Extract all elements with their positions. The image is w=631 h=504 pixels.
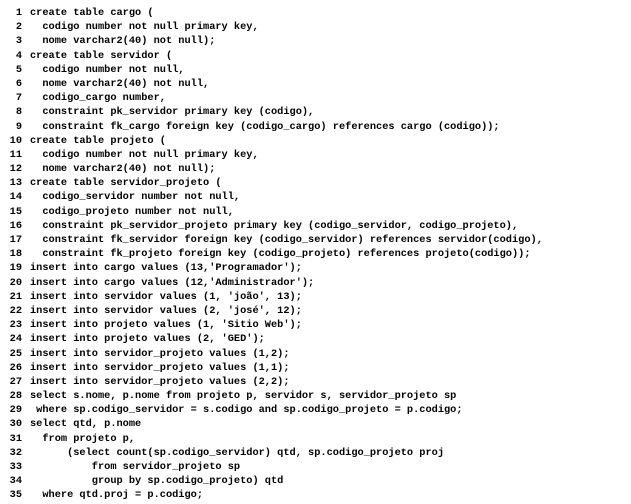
code-line bbox=[4, 190, 628, 204]
line-number: 23 bbox=[9, 319, 22, 332]
line-number: 26 bbox=[9, 361, 22, 374]
line-number: 7 bbox=[15, 92, 22, 105]
code-line bbox=[4, 63, 628, 77]
code-text: insert into cargo values (13,'Programador'); bbox=[30, 262, 302, 275]
code-line bbox=[4, 49, 628, 63]
line-number: 9 bbox=[15, 120, 22, 133]
line-number: 11 bbox=[9, 148, 22, 161]
code-line bbox=[4, 446, 628, 460]
line-number: 18 bbox=[9, 248, 22, 261]
code-line bbox=[4, 474, 628, 488]
code-line bbox=[4, 332, 628, 346]
line-number: 3 bbox=[15, 35, 22, 48]
code-text: insert into servidor values (1, 'joão', 13); bbox=[30, 290, 302, 303]
code-line bbox=[4, 304, 628, 318]
code-line bbox=[4, 205, 628, 219]
code-line bbox=[4, 318, 628, 332]
code-line bbox=[4, 290, 628, 304]
code-line bbox=[4, 148, 628, 162]
code-line bbox=[4, 20, 628, 34]
code-text: nome varchar2(40) not null, bbox=[30, 77, 210, 90]
line-number: 24 bbox=[9, 333, 22, 346]
code-line bbox=[4, 247, 628, 261]
code-text: select s.nome, p.nome from projeto p, servidor s, servidor_projeto sp bbox=[30, 390, 457, 403]
code-text: codigo number not null primary key, bbox=[30, 148, 259, 161]
line-number: 16 bbox=[9, 219, 22, 232]
line-number: 20 bbox=[9, 276, 22, 289]
code-text: insert into servidor values (2, 'josé', 12); bbox=[30, 304, 302, 317]
line-number: 28 bbox=[9, 390, 22, 403]
line-number: 5 bbox=[15, 63, 22, 76]
code-text: insert into projeto values (1, 'Sitio Web'); bbox=[30, 319, 302, 332]
line-number: 4 bbox=[15, 49, 22, 62]
code-text: create table projeto ( bbox=[30, 134, 166, 147]
code-text: where sp.codigo_servidor = s.codigo and sp.codigo_projeto = p.codigo; bbox=[30, 404, 463, 417]
line-number: 1 bbox=[15, 7, 22, 19]
code-text: from projeto p, bbox=[30, 432, 136, 445]
line-number: 22 bbox=[9, 304, 22, 317]
code-text: where qtd.proj = p.codigo; bbox=[30, 489, 204, 502]
code-text: group by sp.codigo_projeto) qtd bbox=[30, 475, 284, 488]
code-line bbox=[4, 417, 628, 431]
code-text: nome varchar2(40) not null); bbox=[30, 163, 216, 176]
code-line bbox=[4, 460, 628, 474]
line-number: 30 bbox=[9, 418, 22, 431]
code-text: insert into servidor_projeto values (1,2); bbox=[30, 347, 290, 360]
code-text: (select count(sp.codigo_servidor) qtd, sp.codigo_projeto proj bbox=[30, 446, 445, 459]
code-text: create table servidor ( bbox=[30, 49, 173, 62]
code-text: insert into projeto values (2, 'GED'); bbox=[30, 333, 265, 346]
code-line bbox=[4, 276, 628, 290]
code-text: create table cargo ( bbox=[30, 7, 154, 19]
code-text: insert into servidor_projeto values (2,2); bbox=[30, 375, 290, 388]
code-text: constraint fk_servidor foreign key (codigo_servidor) references servidor(codigo), bbox=[30, 234, 543, 246]
code-line bbox=[4, 162, 628, 176]
line-number: 35 bbox=[9, 489, 22, 502]
code-text: insert into servidor_projeto values (1,1); bbox=[30, 361, 290, 374]
code-line bbox=[4, 233, 628, 247]
code-text: codigo_servidor number not null, bbox=[30, 191, 241, 204]
code-text: constraint pk_servidor_projeto primary key (codigo_servidor, codigo_projeto), bbox=[30, 219, 519, 232]
line-number: 31 bbox=[9, 432, 22, 445]
code-text: codigo_cargo number, bbox=[30, 92, 166, 105]
code-line bbox=[4, 6, 628, 20]
line-number: 15 bbox=[9, 205, 22, 218]
code-line bbox=[4, 91, 628, 105]
code-line bbox=[4, 375, 628, 389]
line-number: 13 bbox=[9, 177, 22, 190]
code-text: from servidor_projeto sp bbox=[30, 461, 241, 473]
line-number: 27 bbox=[9, 375, 22, 388]
code-text: insert into cargo values (12,'Administrador'); bbox=[30, 276, 315, 289]
line-number: 33 bbox=[9, 461, 22, 473]
line-number: 12 bbox=[9, 163, 22, 176]
line-number: 34 bbox=[9, 475, 22, 488]
line-number: 21 bbox=[9, 290, 22, 303]
code-line bbox=[4, 77, 628, 91]
code-text: constraint fk_projeto foreign key (codigo_projeto) references projeto(codigo)); bbox=[30, 248, 531, 261]
code-line bbox=[4, 488, 628, 502]
line-number: 25 bbox=[9, 347, 22, 360]
line-number: 2 bbox=[15, 21, 22, 34]
line-number: 8 bbox=[15, 106, 22, 119]
code-line bbox=[4, 120, 628, 134]
code-text: codigo_projeto number not null, bbox=[30, 205, 234, 218]
code-text: constraint fk_cargo foreign key (codigo_cargo) references cargo (codigo)); bbox=[30, 120, 500, 133]
code-line bbox=[4, 219, 628, 233]
code-line bbox=[4, 347, 628, 361]
code-text: select qtd, p.nome bbox=[30, 418, 142, 431]
code-line bbox=[4, 403, 628, 417]
line-number: 17 bbox=[9, 234, 22, 246]
code-line bbox=[4, 105, 628, 119]
code-line bbox=[4, 34, 628, 48]
code-line bbox=[4, 261, 628, 275]
code-line bbox=[4, 389, 628, 403]
code-text: codigo number not null, bbox=[30, 63, 185, 76]
line-number: 6 bbox=[15, 77, 22, 90]
line-number: 19 bbox=[9, 262, 22, 275]
code-line bbox=[4, 134, 628, 148]
code-text: create table servidor_projeto ( bbox=[30, 177, 222, 190]
code-line bbox=[4, 432, 628, 446]
line-number: 14 bbox=[9, 191, 22, 204]
line-number: 29 bbox=[9, 404, 22, 417]
line-number: 10 bbox=[9, 134, 22, 147]
code-text: constraint pk_servidor primary key (codigo), bbox=[30, 106, 315, 119]
code-text: codigo number not null primary key, bbox=[30, 21, 259, 34]
sql-code-listing bbox=[4, 6, 628, 503]
code-line bbox=[4, 361, 628, 375]
code-line bbox=[4, 176, 628, 190]
code-text: nome varchar2(40) not null); bbox=[30, 35, 216, 48]
line-number: 32 bbox=[9, 446, 22, 459]
